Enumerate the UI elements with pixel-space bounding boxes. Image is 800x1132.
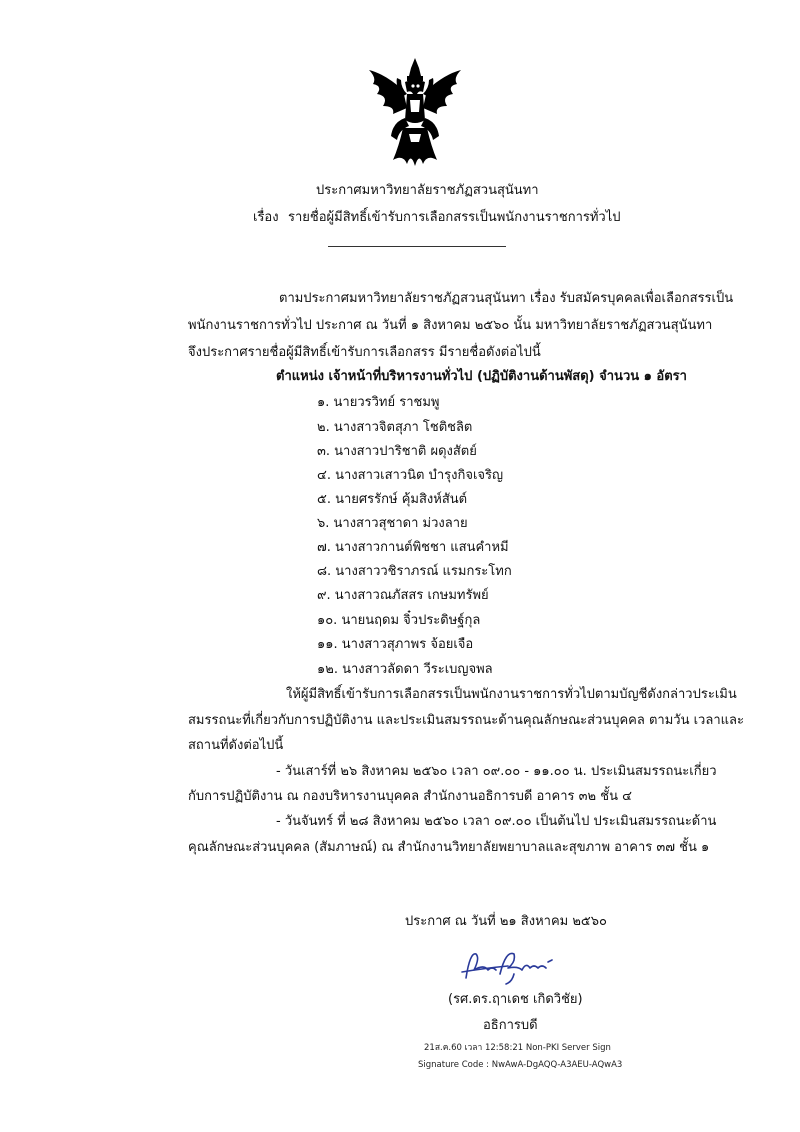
announcement-date: ประกาศ ณ วันที่ ๒๑ สิงหาคม ๒๕๖๐	[405, 914, 607, 929]
instruction-line-2: สมรรถนะที่เกี่ยวกับการปฏิบัติงาน และประเมินสมรรถนะด้านคุณลักษณะส่วนบุคคล ตามวัน เวลาและ	[188, 713, 744, 728]
signer-title: อธิการบดี	[483, 1018, 538, 1033]
garuda-emblem-icon	[363, 56, 467, 168]
instruction-line-3: สถานที่ดังต่อไปนี้	[188, 738, 284, 753]
announcement-title: ประกาศมหาวิทยาลัยราชภัฏสวนสุนันทา	[316, 183, 539, 198]
subject-text: รายชื่อผู้มีสิทธิ์เข้ารับการเลือกสรรเป็นพนักงานราชการทั่วไป	[288, 210, 621, 225]
candidate-item: ๓. นางสาวปาริชาติ ผดุงสัตย์	[317, 444, 477, 459]
candidate-item: ๖. นางสาวสุชาดา ม่วงลาย	[317, 516, 468, 531]
intro-line-2: พนักงานราชการทั่วไป ประกาศ ณ วันที่ ๑ สิงหาคม ๒๕๖๐ นั้น มหาวิทยาลัยราชภัฏสวนสุนันทา	[188, 318, 713, 333]
candidate-item: ๑๑. นางสาวสุภาพร จ้อยเจือ	[317, 637, 474, 652]
schedule-item-2-line-2: คุณลักษณะส่วนบุคคล (สัมภาษณ์) ณ สำนักงานวิทยาลัยพยาบาลและสุขภาพ อาคาร ๓๗ ชั้น ๑	[188, 840, 710, 855]
schedule-item-1-line-1: - วันเสาร์ที่ ๒๖ สิงหาคม ๒๕๖๐ เวลา ๐๙.๐๐ - ๑๑.๐๐ น. ประเมินสมรรถนะเกี่ยว	[276, 764, 717, 779]
schedule-item-2-line-1: - วันจันทร์ ที่ ๒๘ สิงหาคม ๒๕๖๐ เวลา ๐๙.๐๐ เป็นต้นไป ประเมินสมรรถนะด้าน	[276, 814, 717, 829]
candidate-item: ๒. นางสาวจิตสุภา โชติชลิต	[317, 420, 473, 435]
signing-metadata: 21ส.ค.60 เวลา 12:58:21 Non-PKI Server Sign	[424, 1043, 611, 1053]
candidate-item: ๑๒. นางสาวลัดดา วีระเบญจพล	[317, 662, 493, 677]
intro-line-1: ตามประกาศมหาวิทยาลัยราชภัฏสวนสุนันทา เรื่อง รับสมัครบุคคลเพื่อเลือกสรรเป็น	[279, 291, 734, 306]
signer-name: (รศ.ดร.ฤาเดช เกิดวิชัย)	[448, 992, 583, 1007]
subject-label: เรื่อง	[253, 210, 279, 225]
candidate-item: ๑. นายวรวิทย์ ราชมพู	[317, 395, 440, 410]
candidate-item: ๗. นางสาวกานต์พิชชา แสนคำหมี	[317, 540, 509, 555]
candidate-item: ๙. นางสาวณภัสสร เกษมทรัพย์	[317, 588, 489, 603]
instruction-line-1: ให้ผู้มีสิทธิ์เข้ารับการเลือกสรรเป็นพนักงานราชการทั่วไปตามบัญชีดังกล่าวประเมิน	[286, 687, 737, 702]
candidate-item: ๑๐. นายนฤดม จิ๋วประดิษฐ์กุล	[317, 613, 481, 628]
signature-code: Signature Code : NwAwA-DgAQQ-A3AEU-AQwA3	[418, 1060, 623, 1070]
intro-line-3: จึงประกาศรายชื่อผู้มีสิทธิ์เข้ารับการเลือกสรร มีรายชื่อดังต่อไปนี้	[188, 345, 541, 360]
candidate-item: ๔. นางสาวเสาวนิต บำรุงกิจเจริญ	[317, 468, 504, 483]
position-heading: ตำแหน่ง เจ้าหน้าที่บริหารงานทั่วไป (ปฏิบัติงานด้านพัสดุ) จำนวน ๑ อัตรา	[276, 369, 687, 384]
candidate-item: ๘. นางสาววชิราภรณ์ แรมกระโทก	[317, 564, 512, 579]
handwritten-signature-icon	[456, 944, 566, 988]
schedule-item-1-line-2: กับการปฏิบัติงาน ณ กองบริหารงานบุคคล สำนักงานอธิการบดี อาคาร ๓๒ ชั้น ๔	[188, 789, 632, 804]
header-divider	[328, 246, 506, 247]
candidate-item: ๕. นายศรรักษ์ คุ้มสิงห์สันต์	[317, 492, 468, 507]
